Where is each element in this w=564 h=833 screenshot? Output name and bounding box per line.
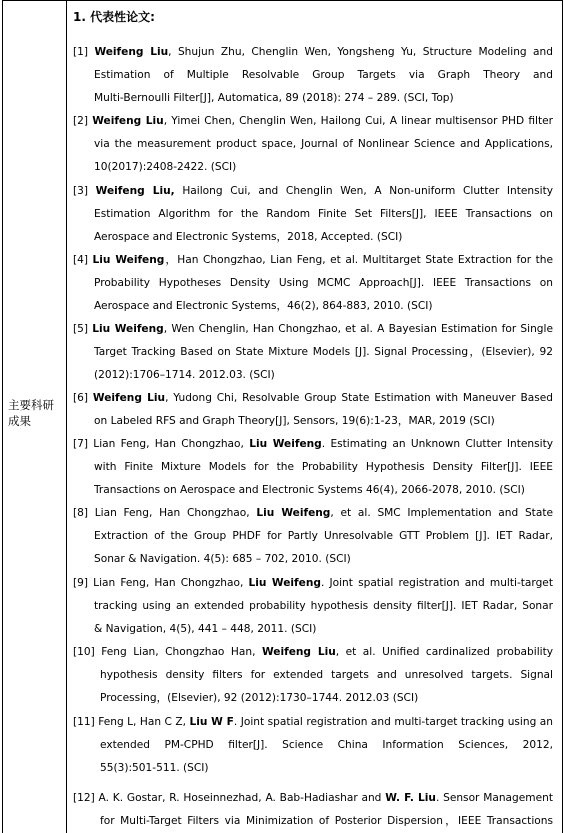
reference-line bbox=[73, 203, 553, 226]
reference-text: . Estimating an Unknown Clutter Intensity bbox=[321, 438, 553, 450]
reference-text: 10(2017):2408-2422. (SCI) bbox=[94, 161, 237, 173]
row-label: 主要科研成果 bbox=[8, 398, 54, 428]
reference-item bbox=[73, 318, 553, 387]
reference-text: via the measurement product space, Journal of Nonlinear Science and Applications, bbox=[94, 138, 553, 150]
reference-line bbox=[73, 64, 553, 87]
reference-text: [2] bbox=[73, 115, 93, 127]
reference-line bbox=[73, 687, 553, 710]
reference-text: (2012):1706–1714. 2012.03. (SCI) bbox=[94, 369, 275, 381]
reference-line bbox=[73, 641, 553, 664]
reference-text: , Yimei Chen, Chenglin Wen, Hailong Cui, A linear multisensor PHD filter bbox=[163, 115, 553, 127]
reference-line bbox=[73, 618, 553, 641]
reference-line bbox=[73, 110, 553, 133]
reference-item bbox=[73, 641, 553, 710]
reference-text: Processing，(Elsevier), 92 (2012):1730–1744. 2012.03 (SCI) bbox=[100, 692, 419, 704]
reference-line bbox=[73, 757, 553, 780]
reference-text: Sonar & Navigation. 4(5): 685 – 702, 2010. (SCI) bbox=[94, 553, 351, 565]
reference-item bbox=[73, 249, 553, 318]
author-highlight: Weifeng Liu bbox=[94, 46, 169, 58]
reference-item bbox=[73, 180, 553, 249]
reference-item bbox=[73, 787, 553, 833]
reference-text: Estimation of Multiple Resolvable Group Targets via Graph Theory and bbox=[94, 69, 553, 81]
reference-text: Multi-Bernoulli Filter[J], Automatica, 89 (2018): 274 – 289. (SCI, Top) bbox=[94, 92, 454, 104]
reference-text: [5] bbox=[73, 323, 93, 335]
author-highlight: Weifeng Liu bbox=[92, 392, 166, 404]
author-highlight: Liu Weifeng bbox=[249, 438, 322, 450]
reference-line bbox=[73, 664, 553, 687]
reference-item bbox=[73, 572, 553, 641]
reference-line bbox=[73, 341, 553, 364]
author-highlight: Weifeng Liu bbox=[261, 646, 336, 658]
reference-line bbox=[73, 272, 553, 295]
reference-text: [11] Feng L, Han C Z, bbox=[73, 716, 190, 728]
reference-item bbox=[73, 433, 553, 502]
reference-text: [4] bbox=[73, 254, 93, 266]
reference-line bbox=[73, 810, 553, 833]
reference-line bbox=[73, 734, 553, 757]
reference-text: [1] bbox=[73, 46, 95, 58]
reference-text: for Multi-Target Filters via Minimization of Posterior Dispersion，IEEE Transactions bbox=[100, 815, 553, 827]
reference-text: , et al. SMC Implementation and State bbox=[330, 507, 553, 519]
column-divider bbox=[66, 0, 67, 833]
reference-text: . Joint spatial registration and multi-target tracking using an bbox=[233, 716, 553, 728]
reference-line bbox=[73, 249, 553, 272]
reference-text: 55(3):501-511. (SCI) bbox=[100, 762, 209, 774]
reference-text: ，Han Chongzhao, Lian Feng, et al. Multitarget State Extraction for the bbox=[164, 254, 553, 266]
section-heading: 1. 代表性论文: bbox=[73, 10, 155, 24]
reference-text: [12] A. K. Gostar, R. Hoseinnezhad, A. Bab-Hadiashar and bbox=[73, 792, 386, 804]
reference-text: tracking using an extended probability hypothesis density filter[J]. IET Radar, Sonar bbox=[94, 600, 553, 612]
author-highlight: Liu Weifeng bbox=[256, 507, 331, 519]
reference-line bbox=[73, 295, 553, 318]
reference-text: Estimation Algorithm for the Random Finite Set Filters[J], IEEE Transactions on bbox=[94, 208, 553, 220]
reference-item bbox=[73, 41, 553, 110]
reference-item bbox=[73, 387, 553, 433]
reference-line bbox=[73, 572, 553, 595]
reference-text: Aerospace and Electronic Systems，46(2), 864-883, 2010. (SCI) bbox=[94, 300, 433, 312]
reference-text: extended PM-CPHD filter[J]. Science China Information Sciences, 2012, bbox=[100, 739, 553, 751]
author-highlight: W. F. Liu bbox=[385, 792, 436, 804]
reference-line bbox=[73, 525, 553, 548]
reference-text: & Navigation, 4(5), 441 – 448, 2011. (SCI) bbox=[94, 623, 317, 635]
reference-text: Transactions on Aerospace and Electronic Systems 46(4), 2066-2078, 2010. (SCI) bbox=[94, 484, 525, 496]
reference-line bbox=[73, 180, 553, 203]
author-highlight: Liu Weifeng bbox=[92, 254, 165, 266]
reference-text: , Wen Chenglin, Han Chongzhao, et al. A Bayesian Estimation for Single bbox=[163, 323, 553, 335]
reference-item bbox=[73, 711, 553, 780]
reference-line bbox=[73, 410, 553, 433]
reference-line bbox=[73, 548, 553, 571]
author-highlight: Weifeng Liu bbox=[92, 115, 164, 127]
reference-text: hypothesis density filters for extended targets and unresolved targets. Signal bbox=[100, 669, 553, 681]
reference-text: , Yudong Chi, Resolvable Group State Estimation with Maneuver Based bbox=[165, 392, 553, 404]
reference-line bbox=[73, 87, 553, 110]
reference-line bbox=[73, 433, 553, 456]
reference-text: on Labeled RFS and Graph Theory[J], Sensors, 19(6):1-23，MAR, 2019 (SCI) bbox=[94, 415, 495, 427]
reference-text: Hailong Cui, and Chenglin Wen, A Non-uniform Clutter Intensity bbox=[174, 185, 553, 197]
reference-text: Extraction of the Group PHDF for Partly Unresolvable GTT Problem [J]. IET Radar, bbox=[94, 530, 553, 542]
reference-line bbox=[73, 479, 553, 502]
author-highlight: Liu Weifeng bbox=[248, 577, 321, 589]
reference-line bbox=[73, 502, 553, 525]
reference-text: with Finite Mixture Models for the Probability Hypothesis Density Filter[J]. IEEE bbox=[94, 461, 553, 473]
author-highlight: Liu W F bbox=[189, 716, 234, 728]
reference-text: [9] Lian Feng, Han Chongzhao, bbox=[73, 577, 249, 589]
reference-line bbox=[73, 226, 553, 249]
reference-text: Aerospace and Electronic Systems，2018, Accepted. (SCI) bbox=[94, 231, 403, 243]
reference-text: [7] Lian Feng, Han Chongzhao, bbox=[73, 438, 250, 450]
reference-line bbox=[73, 41, 553, 64]
reference-text: Target Tracking Based on State Mixture Models [J]. Signal Processing，(Elsevier), 92 bbox=[94, 346, 553, 358]
reference-line bbox=[73, 711, 553, 734]
reference-line bbox=[73, 318, 553, 341]
reference-text: [10] Feng Lian, Chongzhao Han, bbox=[73, 646, 262, 658]
author-highlight: Liu Weifeng bbox=[92, 323, 164, 335]
reference-line bbox=[73, 156, 553, 179]
reference-line bbox=[73, 595, 553, 618]
author-highlight: Weifeng Liu, bbox=[95, 185, 175, 197]
reference-text: [8] Lian Feng, Han Chongzhao, bbox=[73, 507, 257, 519]
reference-text: , Shujun Zhu, Chenglin Wen, Yongsheng Yu, Structure Modeling and bbox=[168, 46, 553, 58]
reference-text: [6] bbox=[73, 392, 93, 404]
reference-line bbox=[73, 456, 553, 479]
reference-text: , et al. Unified cardinalized probability bbox=[335, 646, 553, 658]
reference-line bbox=[73, 787, 553, 810]
reference-item bbox=[73, 110, 553, 179]
reference-line bbox=[73, 364, 553, 387]
reference-text: [3] bbox=[73, 185, 96, 197]
reference-text: . Joint spatial registration and multi-target bbox=[320, 577, 553, 589]
reference-text: Probability Hypotheses Density Using MCMC Approach[J]. IEEE Transactions on bbox=[94, 277, 553, 289]
reference-line bbox=[73, 133, 553, 156]
reference-line bbox=[73, 387, 553, 410]
reference-text: . Sensor Management bbox=[435, 792, 553, 804]
reference-item bbox=[73, 502, 553, 571]
